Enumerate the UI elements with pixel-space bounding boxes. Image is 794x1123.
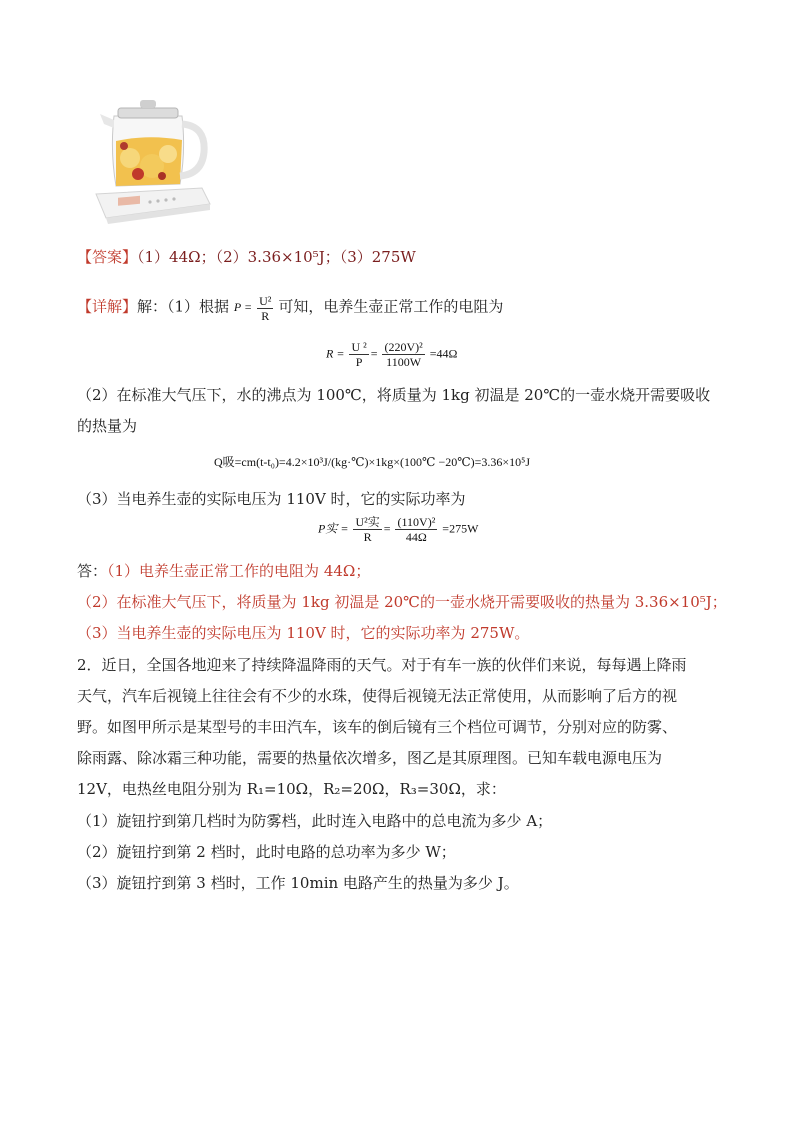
formula-num: U²	[259, 294, 272, 308]
detail-intro-b: 可知，电养生壶正常工作的电阻为	[278, 297, 504, 316]
answer-tag: 【答案】	[77, 248, 138, 266]
formula-power: P = $\frac{\text{U²}}{R}$	[233, 294, 272, 323]
question2-line3: 野。如图甲所示是某型号的丰田汽车，该车的倒后镜有三个档位可调节，分别对应的防雾、	[77, 718, 678, 736]
equation-resistance: R = $\frac{\text{U ²}}{P}$ = $\frac{\text{(220V)²}}{1100W}$ =44Ω	[326, 340, 458, 369]
reply-line3: （3）当电养生壶的实际电压为 110V 时，它的实际功率为 275W。	[77, 624, 530, 642]
question2-line4: 除雨露、除冰霜三种功能，需要的热量依次增多，图乙是其原理图。已知车载电源电压为	[77, 749, 663, 767]
detail-tag: 【详解】	[77, 297, 138, 316]
detail-intro	[77, 294, 504, 323]
formula-den: R	[261, 309, 270, 323]
detail-intro-a: 解：（1）根据	[137, 297, 230, 316]
question2-sub3: （3）旋钮拧到第 3 档时，工作 10min 电路产生的热量为多少 J。	[77, 874, 519, 892]
answer-line	[77, 247, 416, 267]
answer-text: （1）44Ω；（2）3.36×10⁵J；（3）275W	[137, 248, 416, 266]
reply-line2: （2）在标准大气压下，将质量为 1kg 初温是 20℃的一壶水烧开需要吸收的热量为 3.36×10⁵J；	[77, 593, 727, 611]
question2-sub2: （2）旋钮拧到第 2 档时，此时电路的总功率为多少 W；	[77, 843, 456, 861]
equation-heat: Q吸=cm(t-t₀)=4.2×10³J/(kg·℃)×1kg×(100℃ −20℃)=3.36×10⁵J	[214, 455, 531, 469]
part3-line: （3）当电养生壶的实际电压为 110V 时，它的实际功率为	[77, 490, 466, 508]
question2-line5: 12V，电热丝电阻分别为 R₁=10Ω，R₂=20Ω，R₃=30Ω，求：	[77, 780, 506, 798]
kettle-image	[92, 96, 214, 228]
part2-line2: 的热量为	[77, 417, 138, 435]
question2-line1: 2．近日，全国各地迎来了持续降温降雨的天气。对于有车一族的伙伴们来说，每每遇上降雨	[77, 656, 687, 674]
reply-line1: 答：（1）电养生壶正常工作的电阻为 44Ω；	[77, 562, 371, 580]
question2-sub1: （1）旋钮拧到第几档时为防雾档，此时连入电路中的总电流为多少 A；	[77, 812, 553, 830]
equation-power: P实 = $\frac{\text{U²实}}{R}$ = $\frac{\text{(110V)²}}{44\Omega}$ =275W	[318, 515, 479, 544]
question2-line2: 天气，汽车后视镜上往往会有不少的水珠，使得后视镜无法正常使用，从而影响了后方的视	[77, 687, 678, 705]
part2-line1: （2）在标准大气压下，水的沸点为 100℃，将质量为 1kg 初温是 20℃的一壶水烧开需要吸收	[77, 386, 711, 404]
